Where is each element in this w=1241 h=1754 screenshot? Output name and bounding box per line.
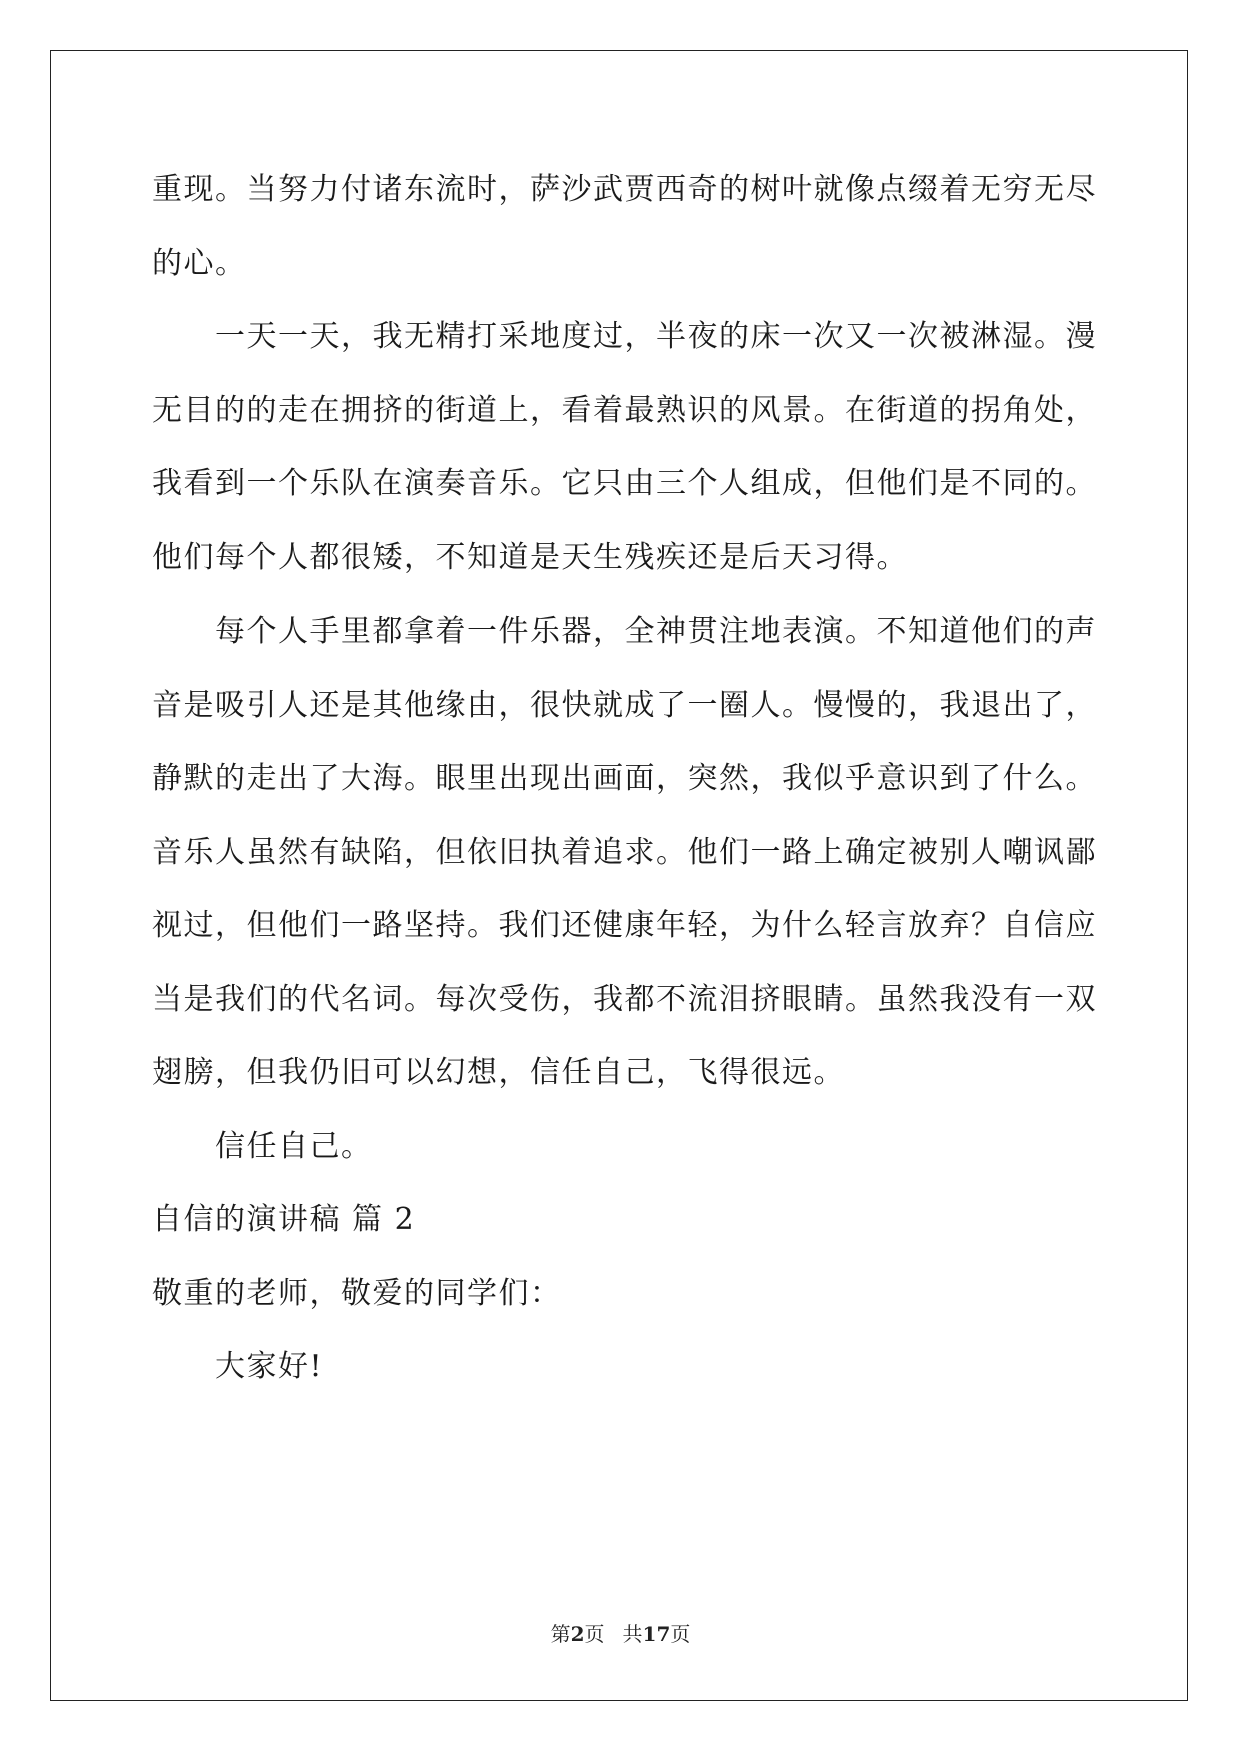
page-border: [50, 50, 1188, 1701]
text-line: 每个人手里都拿着一件乐器，全神贯注地表演。不知道他们的声: [215, 614, 1097, 649]
text-line: 音是吸引人还是其他缘由，很快就成了一圈人。慢慢的，我退出了，: [152, 688, 1097, 723]
text-line: 敬重的老师，敬爱的同学们：: [152, 1276, 562, 1311]
text-line: 翅膀，但我仍旧可以幻想，信任自己，飞得很远。: [152, 1055, 845, 1090]
text-line: 大家好!: [215, 1349, 324, 1384]
footer-total-pages: 17: [642, 1622, 671, 1646]
text-line: 的心。: [152, 246, 247, 281]
text-line: 信任自己。: [215, 1129, 373, 1164]
text-line: 当是我们的代名词。每次受伤，我都不流泪挤眼睛。虽然我没有一双: [152, 982, 1097, 1017]
footer-page-number: 2: [570, 1622, 585, 1646]
text-line: 一天一天，我无精打采地度过，半夜的床一次又一次被淋湿。漫: [215, 319, 1097, 354]
text-line: 他们每个人都很矮，不知道是天生残疾还是后天习得。: [152, 540, 908, 575]
text-line: 音乐人虽然有缺陷，但依旧执着追求。他们一路上确定被别人嘲讽鄙: [152, 835, 1097, 870]
text-line: 我看到一个乐队在演奏音乐。它只由三个人组成，但他们是不同的。: [152, 466, 1097, 501]
text-line: 静默的走出了大海。眼里出现出画面，突然，我似乎意识到了什么。: [152, 761, 1097, 796]
footer-total-prefix: 共: [622, 1622, 643, 1646]
footer-total-suffix: 页: [670, 1622, 691, 1646]
text-line: 重现。当努力付诸东流时，萨沙武贾西奇的树叶就像点缀着无穷无尽: [152, 172, 1097, 207]
page-footer: [0, 1618, 1241, 1647]
text-line: 无目的的走在拥挤的街道上，看着最熟识的风景。在街道的拐角处，: [152, 393, 1097, 428]
text-line: 自信的演讲稿 篇 2: [152, 1202, 416, 1237]
text-line: 视过，但他们一路坚持。我们还健康年轻，为什么轻言放弃？自信应: [152, 908, 1097, 943]
footer-page-suffix: 页: [584, 1622, 605, 1646]
footer-page-prefix: 第: [550, 1622, 571, 1646]
